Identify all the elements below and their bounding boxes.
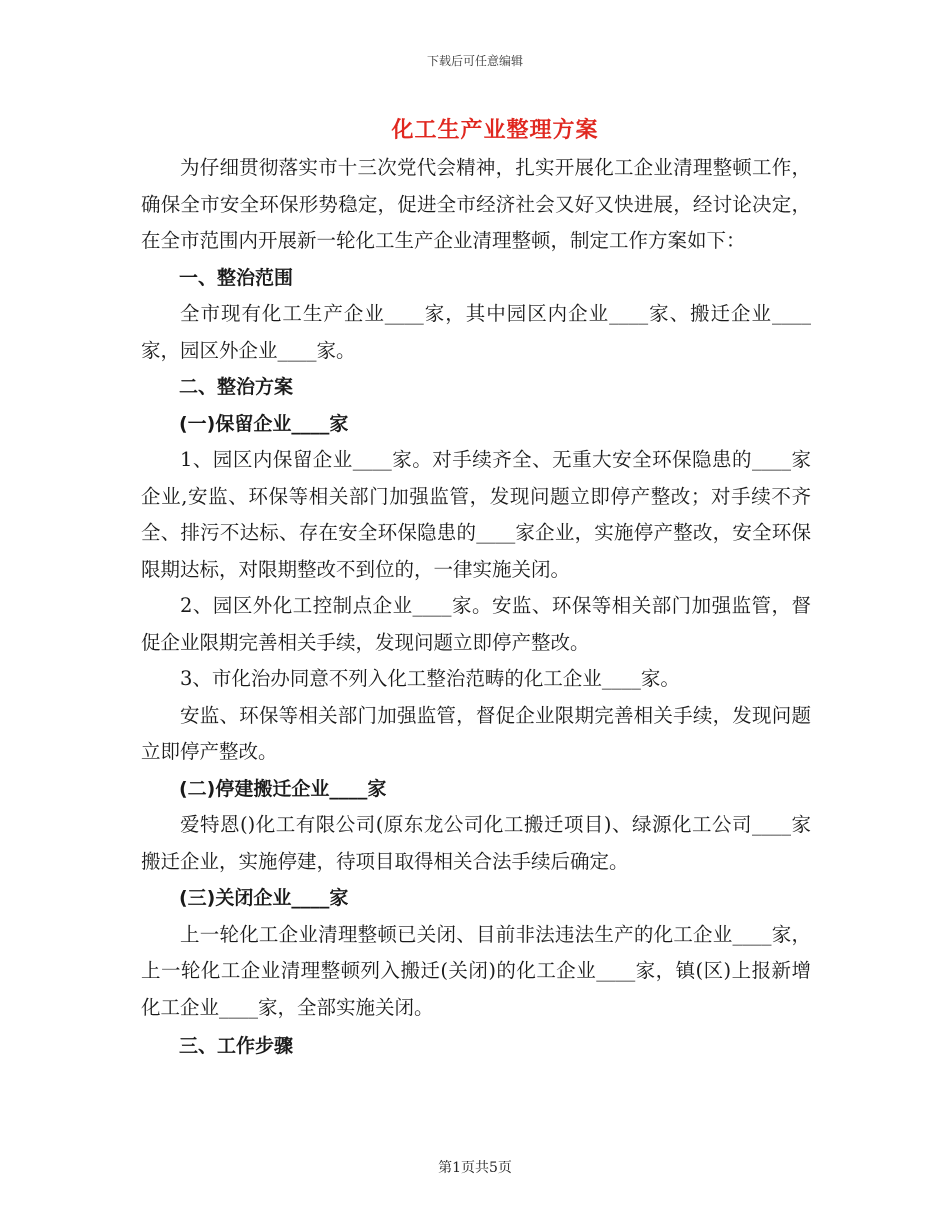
page-number: 第1页共5页: [438, 1160, 512, 1176]
section-heading-plan: 二、整治方案: [179, 376, 294, 398]
subheading-closure: (三)关闭企业____家: [179, 887, 349, 909]
retained-item-3-note: 安监、环保等相关部门加强监管，督促企业限期完善相关手续，发现问题立即停产整改。: [141, 703, 811, 763]
section-heading-steps: 三、工作步骤: [179, 1035, 294, 1057]
retained-item-1: 1、园区内保留企业____家。对手续齐全、无重大安全环保隐患的____家企业,安监、环保等相关部门加强监管，发现问题立即停产整改；对手续不齐全、排污不达标、存在安全环保隐患的____家企业，实施停产整改，安全环保限期达标，对限期整改不到位的，一律实施关闭。: [141, 448, 811, 581]
document-body: [141, 150, 811, 1065]
subheading-retained: (一)保留企业____家: [179, 412, 349, 435]
scope-paragraph: 全市现有化工生产企业____家，其中园区内企业____家、搬迁企业____家，园区外企业____家。: [141, 302, 811, 362]
document-title: 化工生产业整理方案: [391, 117, 599, 143]
section-heading-scope: 一、整治范围: [179, 266, 294, 289]
retained-item-3: 3、市化治办同意不列入化工整治范畴的化工企业____家。: [180, 667, 680, 690]
retained-item-2: 2、园区外化工控制点企业____家。安监、环保等相关部门加强监管，督促企业限期完善相关手续，发现问题立即停产整改。: [141, 594, 811, 654]
closure-paragraph: 上一轮化工企业清理整顿已关闭、目前非法违法生产的化工企业____家，上一轮化工企业清理整顿列入搬迁(关闭)的化工企业____家，镇(区)上报新增化工企业____家，全部实施关闭。: [141, 922, 811, 1019]
subheading-relocation: (二)停建搬迁企业____家: [179, 777, 387, 800]
page-header-note: 下载后可任意编辑: [426, 54, 523, 68]
intro-paragraph: 为仔细贯彻落实市十三次党代会精神，扎实开展化工企业清理整顿工作，确保全市安全环保形势稳定，促进全市经济社会又好又快进展，经讨论决定，在全市范围内开展新一轮化工生产企业清理整顿，制定工作方案如下：: [141, 156, 811, 252]
relocation-paragraph: 爱特恩()化工有限公司(原东龙公司化工搬迁项目)、绿源化工公司____家搬迁企业，实施停建，待项目取得相关合法手续后确定。: [141, 813, 811, 873]
